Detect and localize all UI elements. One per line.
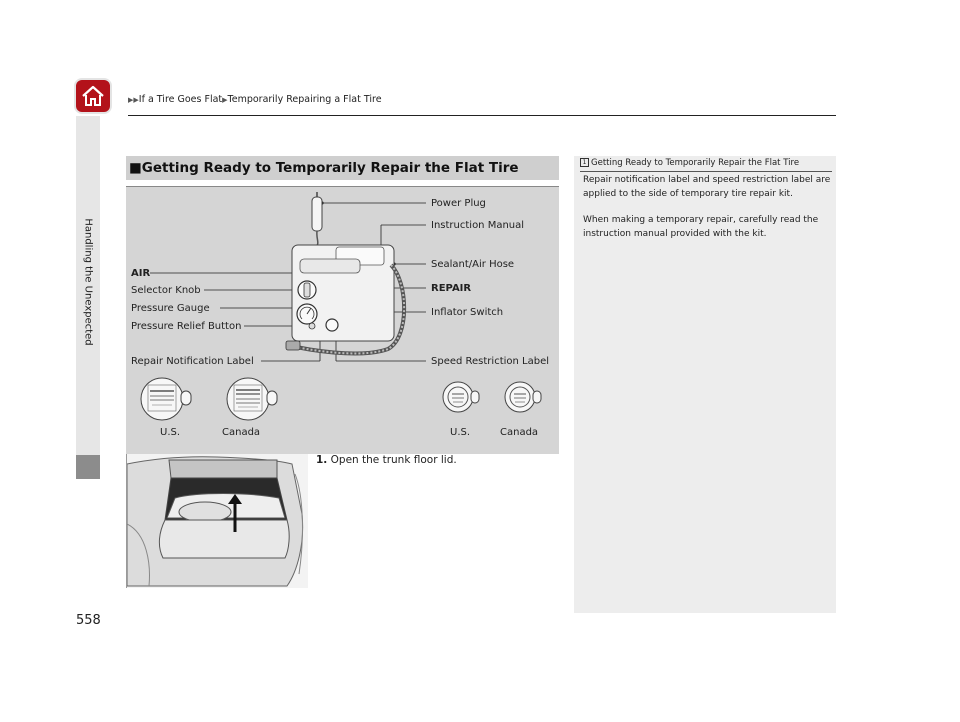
speed-restriction-label-us [443, 382, 479, 412]
breadcrumb [128, 94, 382, 105]
note-rule [580, 171, 832, 172]
breadcrumb-item[interactable]: If a Tire Goes Flat [138, 94, 223, 105]
caption-canada: Canada [222, 427, 261, 438]
chapter-label: Handling the Unexpected [82, 218, 94, 346]
air-label: AIR [131, 268, 151, 279]
breadcrumb-arrow-icon: ▶▶ [128, 96, 139, 104]
breadcrumb-item[interactable]: Temporarily Repairing a Flat Tire [227, 94, 382, 105]
step-1 [316, 454, 457, 466]
section-title: Getting Ready to Temporarily Repair the Flat Tire [141, 160, 519, 176]
note-paragraph: Repair notification label and speed restriction label are applied to the side of temporary tire repair kit. [583, 175, 831, 199]
speed-restriction-label-label: Speed Restriction Label [431, 356, 550, 367]
home-icon [81, 84, 105, 108]
inflator-switch-label: Inflator Switch [431, 307, 504, 318]
repair-kit-figure [126, 186, 559, 454]
header-rule [128, 115, 836, 116]
note-icon: 1 [580, 158, 589, 167]
sealant-air-hose-label: Sealant/Air Hose [431, 259, 515, 270]
note-title [580, 158, 799, 168]
caption-us: U.S. [160, 427, 181, 438]
note-title-text: Getting Ready to Temporarily Repair the Flat Tire [591, 158, 800, 168]
repair-notification-label-label: Repair Notification Label [131, 356, 254, 367]
pressure-gauge-label: Pressure Gauge [131, 303, 210, 314]
section-heading: ■Getting Ready to Temporarily Repair the Flat Tire [126, 156, 559, 180]
power-plug-label: Power Plug [431, 198, 486, 209]
repair-notification-label-canada [227, 378, 277, 420]
selector-knob-label: Selector Knob [131, 285, 201, 296]
repair-notification-label-us [141, 378, 191, 420]
page-number: 558 [76, 613, 101, 628]
note-paragraph: When making a temporary repair, carefully read the instruction manual provided with the kit. [583, 215, 819, 239]
step-number: 1. [316, 454, 328, 466]
note-panel [574, 156, 836, 613]
trunk-drawing [127, 454, 309, 588]
caption-canada: Canada [500, 427, 539, 438]
step-text: Open the trunk floor lid. [330, 454, 457, 466]
repair-label: REPAIR [431, 283, 472, 294]
trunk-illustration [126, 454, 308, 588]
instruction-manual-label: Instruction Manual [431, 220, 525, 231]
pressure-relief-button-label: Pressure Relief Button [131, 321, 242, 332]
chapter-tab-marker[interactable] [76, 455, 100, 479]
caption-us: U.S. [450, 427, 471, 438]
breadcrumb-arrow-icon: ▶ [222, 96, 228, 104]
speed-restriction-label-canada [505, 382, 541, 412]
home-button[interactable] [76, 80, 110, 112]
